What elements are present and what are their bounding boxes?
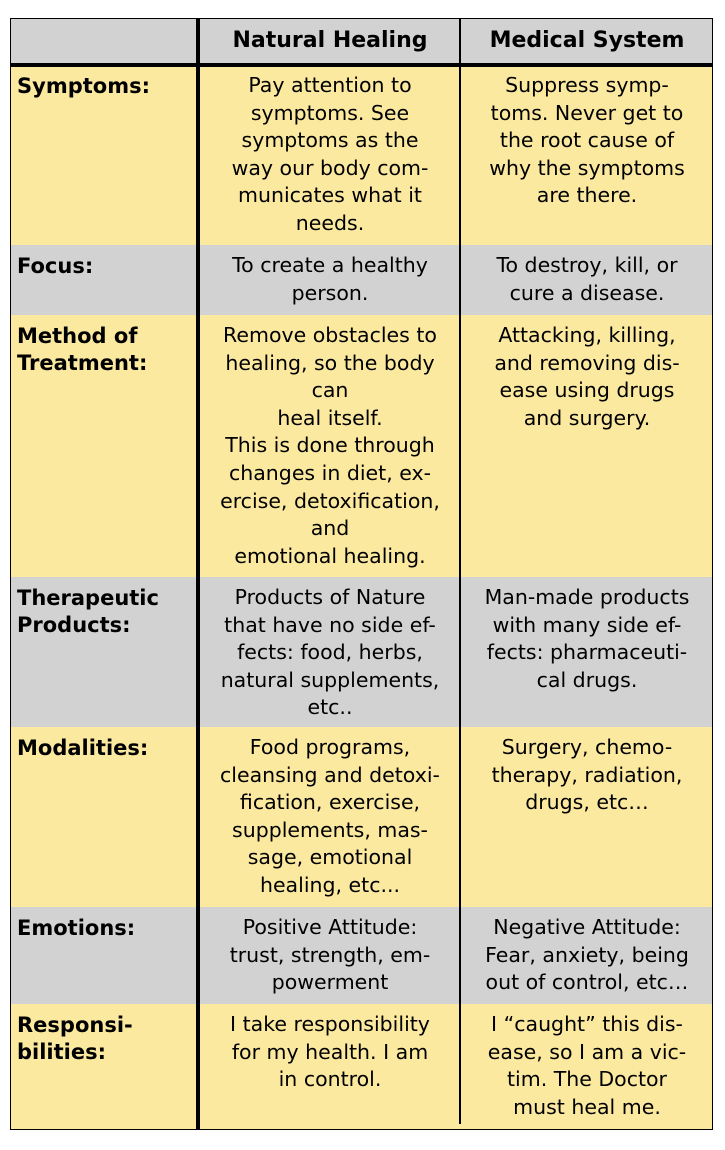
row-emotions xyxy=(10,907,713,1004)
table-border-left xyxy=(10,18,11,1130)
row-method-of-treatment xyxy=(10,315,713,577)
table-border-bottom xyxy=(10,1129,713,1130)
medical-cell: Man-made products with many side ef- fects: pharmaceuti- cal drugs. xyxy=(484,585,690,692)
header-natural-healing: Natural Healing xyxy=(232,28,428,53)
row-responsibilities xyxy=(10,1004,713,1130)
column-divider-thin xyxy=(459,18,461,1124)
row-label: Modalities: xyxy=(17,736,149,760)
medical-cell: I “caught” this dis- ease, so I am a vic- tim. The Doctor must heal me. xyxy=(487,1012,687,1119)
row-label: Symptoms: xyxy=(17,74,150,98)
row-modalities xyxy=(10,727,713,907)
table-border-right xyxy=(712,18,713,1130)
medical-cell: Negative Attitude: Fear, anxiety, being out of control, etc… xyxy=(485,915,689,995)
medical-cell: Suppress symp- toms. Never get to the root cause of why the symptoms are there. xyxy=(489,73,685,208)
row-symptoms xyxy=(10,65,713,245)
column-divider-thick xyxy=(196,18,200,1130)
natural-cell: Positive Attitude: trust, strength, em- powerment xyxy=(229,915,431,995)
medical-cell: Surgery, chemo- therapy, radiation, drugs, etc… xyxy=(491,735,683,815)
natural-cell: Products of Nature that have no side ef- fects: food, herbs, natural supplements, etc.. xyxy=(220,585,440,720)
row-focus xyxy=(10,245,713,315)
natural-cell: To create a healthy person. xyxy=(232,253,428,305)
header-row xyxy=(10,18,713,65)
row-label: Method of Treatment: xyxy=(17,324,148,375)
natural-cell: Pay attention to symptoms. See symptoms as the way our body com- municates what it needs. xyxy=(231,73,429,235)
table-border-top xyxy=(10,18,713,19)
natural-cell: I take responsibility for my health. I am in control. xyxy=(230,1012,430,1092)
row-label: Therapeutic Products: xyxy=(17,586,159,637)
header-empty-cell xyxy=(10,18,199,65)
header-medical-system: Medical System xyxy=(489,28,685,53)
header-divider xyxy=(10,63,713,67)
natural-cell: Remove obstacles to healing, so the body can heal itself. This is done through changes in diet, ex- ercise, detoxification, and emotional healing. xyxy=(220,323,440,568)
medical-cell: To destroy, kill, or cure a disease. xyxy=(496,253,678,305)
natural-cell: Food programs, cleansing and detoxi- fication, exercise, supplements, mas- sage, emotional healing, etc... xyxy=(220,735,440,897)
row-therapeutic-products xyxy=(10,577,713,727)
row-label: Emotions: xyxy=(17,916,136,940)
row-label: Focus: xyxy=(17,254,94,278)
row-label: Responsi- bilities: xyxy=(17,1013,133,1064)
medical-cell: Attacking, killing, and removing dis- ease using drugs and surgery. xyxy=(494,323,680,430)
